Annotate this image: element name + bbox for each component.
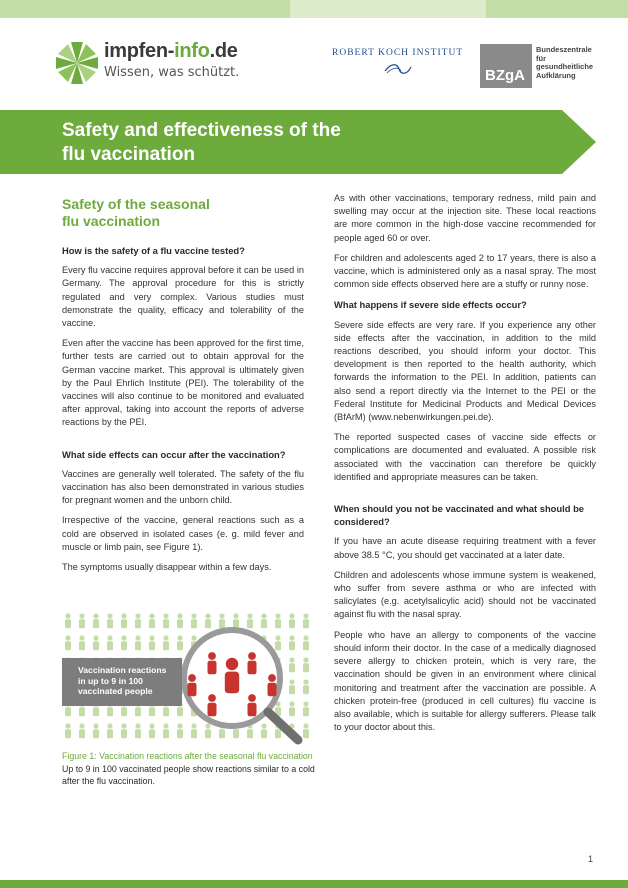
heading-side-effects: What side effects can occur after the vaccination?: [62, 448, 286, 460]
page-number: 1: [588, 854, 594, 864]
person-icon: [289, 679, 295, 694]
person-icon: [303, 657, 309, 672]
left-column: [62, 196, 304, 581]
person-icon: [121, 613, 127, 628]
person-icon: [149, 723, 155, 738]
paragraph: Severe side effects are very rare. If you experience any other side effects after the vaccination, in addition to the mild reactions described, you should inform your doctor. This development is then reported to the health authority, which forwards the information to the PEI. In addition, patients can also send a report directly via the Internet to the PEI or the Federal Institute for Medicinal Products and Medical Devices (BfArM) (www.nebenwirkungen.pei.de).: [334, 319, 596, 423]
heading-not-vaccinated: When should you not be vaccinated and what should be considered?: [334, 503, 585, 528]
person-icon: [149, 613, 155, 628]
person-icon: [79, 635, 85, 650]
person-icon: [289, 613, 295, 628]
person-icon: [303, 613, 309, 628]
person-icon: [303, 679, 309, 694]
person-icon: [247, 613, 253, 628]
person-icon: [121, 635, 127, 650]
person-icon: [107, 635, 113, 650]
person-icon: [303, 701, 309, 716]
heading-safety-tested: How is the safety of a flu vaccine tested?: [62, 245, 245, 256]
person-red-icon: [225, 658, 239, 694]
person-red-icon: [188, 674, 197, 696]
person-icon: [289, 657, 295, 672]
person-icon: [93, 613, 99, 628]
paragraph: The symptoms usually disappear within a few days.: [62, 562, 272, 573]
top-color-strip: [0, 0, 628, 18]
person-icon: [205, 723, 211, 738]
person-icon: [177, 635, 183, 650]
person-red-icon: [208, 652, 217, 674]
paragraph: Every flu vaccine requires approval before it can be used in Germany. The approval procedure for this is strictly regulated and very complex. Various studies must demonstrate the quality, efficacy and tolerability of the vaccine.: [62, 265, 304, 329]
person-icon: [261, 723, 267, 738]
rki-name: ROBERT KOCH INSTITUT: [332, 48, 464, 58]
section-title: Safety of the seasonal flu vaccination: [62, 196, 210, 229]
person-icon: [163, 723, 169, 738]
paragraph: People who have an allergy to components of the vaccine should inform their doctor. In the case of a medically diagnosed severe allergy to chicken protein, which is very rare, the vaccination should be given in an environment where clinical monitoring and treatment after the vaccination are possible. A chicken protein-free (produced in cell cultures) flu vaccine is also available, which is suitable for allergy sufferers. Please talk to your doctor about this.: [334, 629, 596, 733]
paragraph: The reported suspected cases of vaccine side effects or complications are documented and evaluated. A possible risk associated with the vaccination can therefore be quickly identified and appropriate measures can be taken.: [334, 432, 596, 482]
paragraph: Children and adolescents whose immune system is weakened, who suffer from severe asthma or who are infected with salicylates (e.g. acetylsalicylic acid) should not be vaccinated against flu with the nasal spray.: [334, 569, 596, 620]
person-icon: [65, 723, 71, 738]
person-icon: [303, 635, 309, 650]
person-icon: [275, 613, 281, 628]
person-icon: [135, 613, 141, 628]
person-icon: [289, 701, 295, 716]
figure-caption: [62, 750, 318, 788]
person-icon: [219, 613, 225, 628]
person-red-icon: [268, 674, 277, 696]
person-icon: [93, 635, 99, 650]
paragraph: Even after the vaccine has been approved for the first time, further tests are carried out to obtain approval for the German vaccine market. This approval is ultimately given by the Paul Ehrlich Institute (PEI). The tolerability of the vaccines will also continue to be monitored and evaluated after approval, taking into account the reports of adverse reactions by the PEI.: [62, 338, 304, 428]
person-icon: [177, 613, 183, 628]
flower-logo-icon: [54, 40, 100, 86]
person-icon: [191, 613, 197, 628]
paragraph: As with other vaccinations, temporary redness, mild pain and swelling may occur at the injection site. These local reactions are more common in the high-dose vaccine recommended for people aged 60 or over.: [334, 193, 596, 243]
bzga-mark: BZgA: [480, 44, 532, 88]
person-icon: [205, 613, 211, 628]
person-icon: [135, 723, 141, 738]
person-red-icon: [248, 694, 257, 716]
person-red-icon: [208, 694, 217, 716]
brand-name: impfen-info.de: [104, 40, 238, 62]
rki-wave-icon: [383, 61, 413, 77]
person-red-icon: [248, 652, 257, 674]
heading-severe-side-effects: What happens if severe side effects occur?: [334, 299, 527, 311]
person-icon: [107, 613, 113, 628]
paragraph: For children and adolescents aged 2 to 17 years, there is also a vaccine, which is administered only as a nasal spray. The most common side effects observed here are a stuffy or runny nose.: [334, 252, 596, 290]
person-icon: [163, 635, 169, 650]
person-icon: [79, 613, 85, 628]
person-icon: [303, 723, 309, 738]
impfen-info-logo: [104, 40, 239, 80]
person-icon: [191, 723, 197, 738]
paragraph: Vaccines are generally well tolerated. The safety of the flu vaccination has also been demonstrated in various studies for pregnant women and the unborn child.: [62, 468, 304, 506]
paragraph: Irrespective of the vaccine, general reactions such as a cold are observed in isolated cases (e. g. mild fever and muscle or limb pain, see Figure 1).: [62, 515, 304, 552]
figure-illustration: [62, 612, 316, 746]
paragraph: If you have an acute disease requiring treatment with a fever above 38.5 °C, you should get vaccinated at a later date.: [334, 536, 596, 560]
footer-bar: [0, 880, 628, 888]
caption-text: Up to 9 in 100 vaccinated people show reactions similar to a cold after the flu vaccination.: [62, 763, 315, 786]
bzga-logo: [480, 44, 593, 88]
person-icon: [93, 723, 99, 738]
person-icon: [149, 635, 155, 650]
page-title: Safety and effectiveness of the flu vaccination: [62, 120, 341, 165]
caption-title: Figure 1: Vaccination reactions after the seasonal flu vaccination: [62, 751, 313, 761]
figure-label: Vaccination reactions in up to 9 in 100 vaccinated people: [62, 658, 182, 706]
title-banner: [0, 110, 598, 174]
person-icon: [233, 613, 239, 628]
person-icon: [65, 613, 71, 628]
right-column: [334, 192, 596, 741]
bzga-text: Bundeszentrale für gesundheitliche Aufklärung: [536, 45, 594, 80]
person-icon: [135, 635, 141, 650]
person-icon: [65, 635, 71, 650]
person-icon: [163, 613, 169, 628]
rki-logo: [332, 48, 463, 82]
banner-arrow: [562, 110, 596, 174]
person-icon: [275, 635, 281, 650]
person-icon: [261, 613, 267, 628]
person-icon: [177, 723, 183, 738]
brand-tagline: Wissen, was schützt.: [104, 65, 240, 80]
person-icon: [79, 723, 85, 738]
person-icon: [121, 723, 127, 738]
person-icon: [289, 635, 295, 650]
person-icon: [107, 723, 113, 738]
